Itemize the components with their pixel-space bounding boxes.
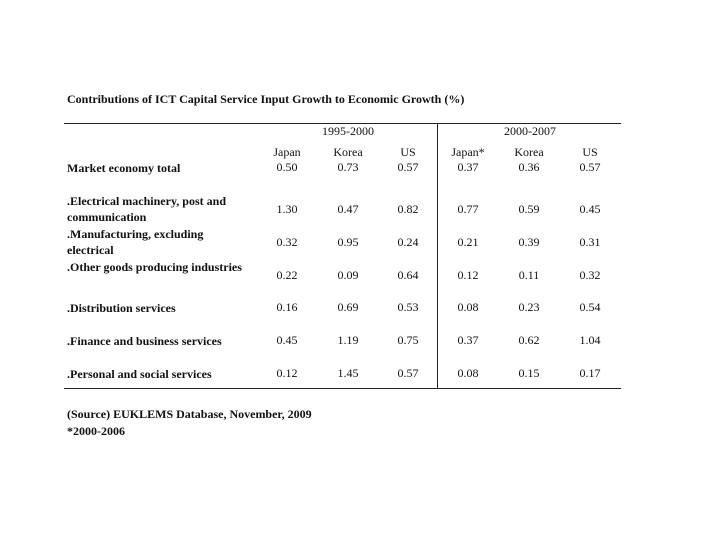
table-cell: 0.15 [518, 366, 540, 380]
table-cell: 0.69 [337, 300, 359, 314]
period-divider [437, 124, 438, 388]
table-cell: 0.12 [276, 366, 298, 380]
table-cell: 0.08 [457, 300, 479, 314]
row-label: .Finance and business services [67, 334, 222, 348]
table-cell: 0.57 [579, 160, 601, 174]
column-header: US [400, 145, 416, 159]
table-cell: 0.17 [579, 366, 601, 380]
table-cell: 0.47 [337, 202, 359, 216]
row-label: .Manufacturing, excluding electrical [67, 227, 204, 257]
table-cell: 0.23 [518, 300, 540, 314]
table-cell: 0.62 [518, 333, 540, 347]
table-cell: 0.75 [397, 333, 419, 347]
table-cell: 0.50 [276, 160, 298, 174]
table-cell: 0.59 [518, 202, 540, 216]
column-header: Korea [514, 145, 544, 159]
table-cell: 0.54 [579, 300, 601, 314]
table-cell: 0.64 [397, 268, 419, 282]
row-label: .Personal and social services [67, 367, 212, 381]
table-cell: 0.45 [276, 333, 298, 347]
footnote: *2000-2006 [67, 424, 125, 438]
table-cell: 0.77 [457, 202, 479, 216]
table-cell: 0.31 [579, 235, 601, 249]
row-label: .Electrical machinery, post and communication [67, 194, 226, 224]
source-line: (Source) EUKLEMS Database, November, 2009 [67, 407, 312, 421]
table-cell: 0.53 [397, 300, 419, 314]
table-cell: 0.08 [457, 366, 479, 380]
table-cell: 0.95 [337, 235, 359, 249]
table-cell: 0.09 [337, 268, 359, 282]
column-header: Japan [273, 145, 301, 159]
row-label: .Distribution services [67, 301, 176, 315]
table-cell: 0.16 [276, 300, 298, 314]
table-cell: 0.32 [579, 268, 601, 282]
table-cell: 1.30 [276, 202, 298, 216]
row-label: Market economy total [67, 161, 181, 175]
source-note [67, 406, 312, 440]
column-header: US [582, 145, 598, 159]
period-header-2: 2000-2007 [504, 124, 556, 138]
table-cell: 1.19 [337, 333, 359, 347]
table-cell: 0.36 [518, 160, 540, 174]
table-cell: 0.12 [457, 268, 479, 282]
table-cell: 0.37 [457, 160, 479, 174]
table-cell: 0.57 [397, 160, 419, 174]
table-cell: 0.32 [276, 235, 298, 249]
table-cell: 1.45 [337, 366, 359, 380]
table-cell: 0.82 [397, 202, 419, 216]
table-cell: 0.37 [457, 333, 479, 347]
table-cell: 0.39 [518, 235, 540, 249]
table-title: Contributions of ICT Capital Service Input Growth to Economic Growth (%) [67, 92, 465, 106]
table-cell: 0.73 [337, 160, 359, 174]
table-cell: 1.04 [579, 333, 601, 347]
table-cell: 0.24 [397, 235, 419, 249]
table-cell: 0.57 [397, 366, 419, 380]
table-cell: 0.45 [579, 202, 601, 216]
column-header: Japan* [451, 145, 485, 159]
row-label: .Other goods producing industries [67, 260, 242, 274]
table-cell: 0.21 [457, 235, 479, 249]
table-cell: 0.11 [518, 268, 540, 282]
table-cell: 0.22 [276, 268, 298, 282]
period-header-1: 1995-2000 [322, 124, 374, 138]
column-header: Korea [333, 145, 363, 159]
table-bottom-rule [64, 388, 621, 389]
